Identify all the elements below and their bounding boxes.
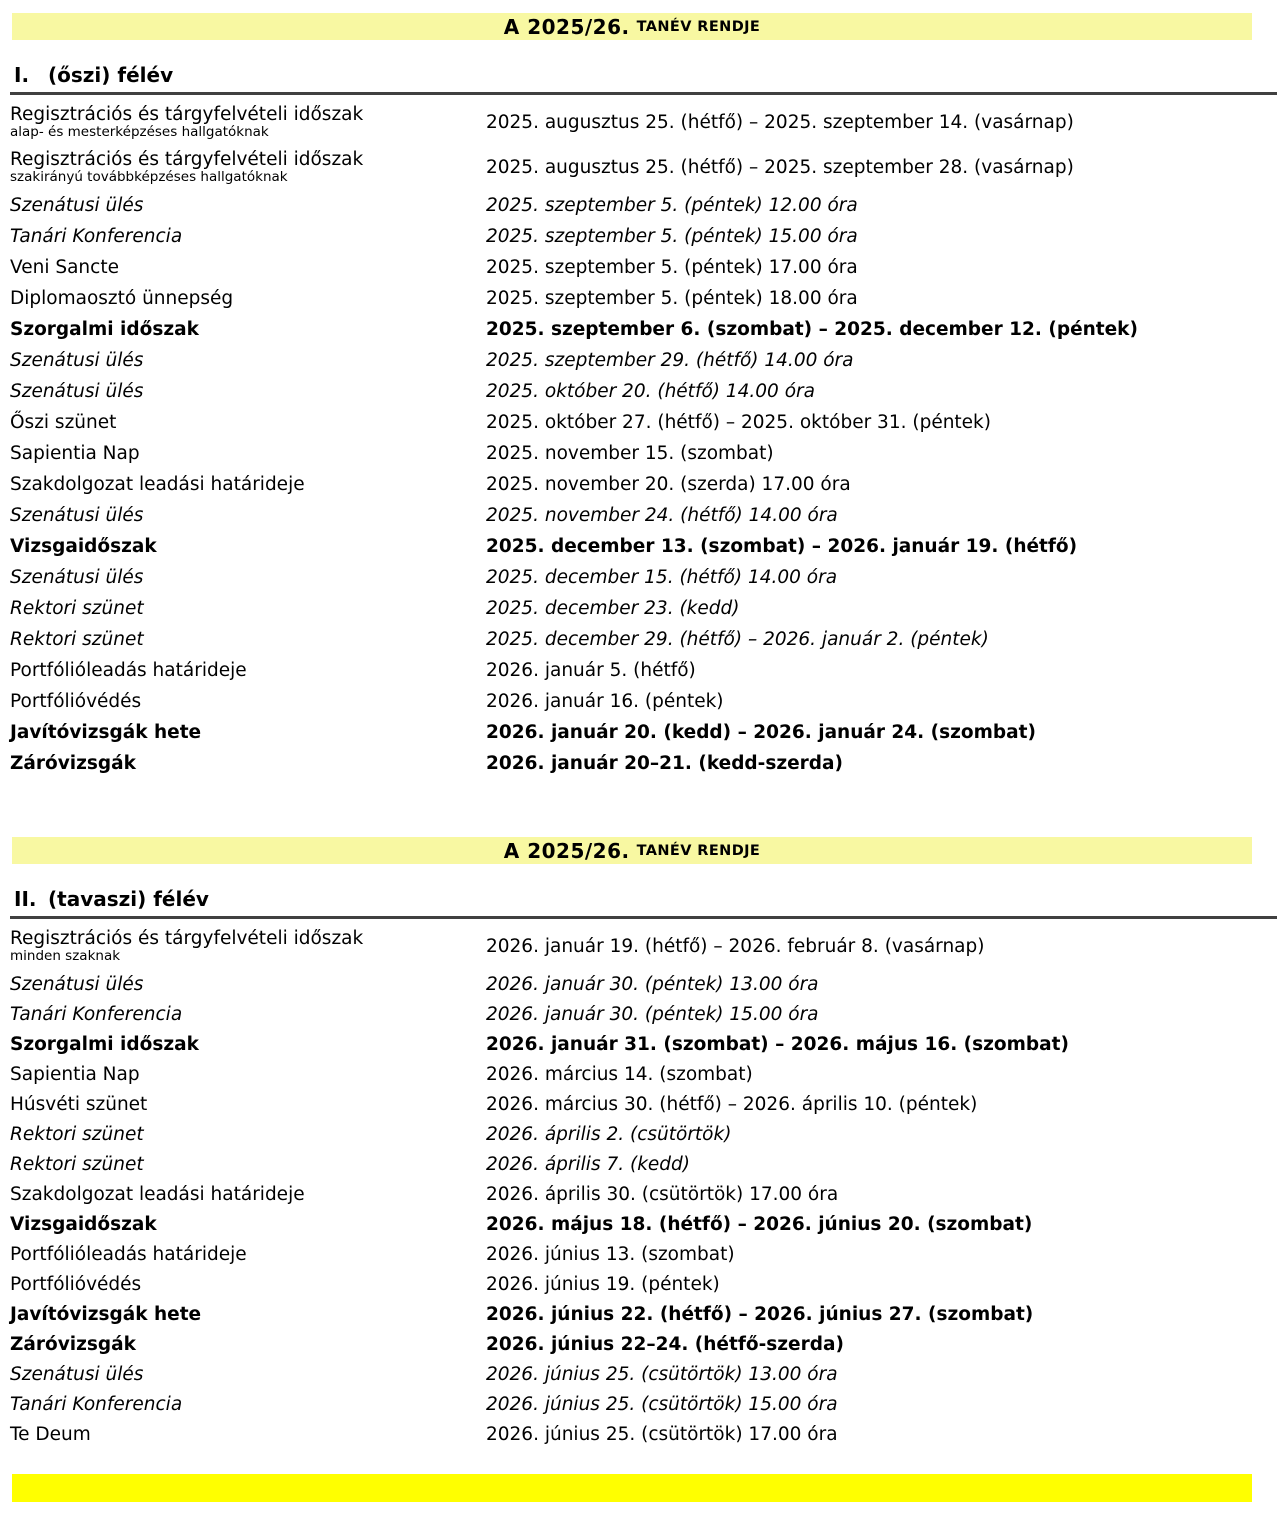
event-label-cell	[10, 691, 486, 712]
event-date: 2025. szeptember 5. (péntek) 17.00 óra	[486, 257, 858, 278]
event-name: Záróvizsgák	[10, 1333, 136, 1355]
event-label-cell	[10, 536, 486, 557]
event-name: Szakdolgozat leadási határideje	[10, 1183, 305, 1205]
schedule-row	[10, 999, 1277, 1029]
event-label-cell	[10, 1154, 486, 1175]
event-label-cell	[10, 974, 486, 995]
schedule-row	[10, 593, 1277, 624]
event-label-cell	[10, 1124, 486, 1145]
event-date: 2026. január 19. (hétfő) – 2026. február 8. (vasárnap)	[486, 936, 985, 957]
event-date: 2025. december 23. (kedd)	[486, 598, 740, 619]
event-label-cell	[10, 1244, 486, 1265]
event-label-cell	[10, 1394, 486, 1415]
event-label-cell	[10, 629, 486, 650]
event-date: 2026. január 5. (hétfő)	[486, 660, 696, 681]
event-label-cell	[10, 1334, 486, 1355]
event-name: Portfólióleadás határideje	[10, 660, 247, 681]
schedule-row	[10, 190, 1277, 221]
event-name: Vizsgaidőszak	[10, 536, 157, 557]
event-label-cell	[10, 474, 486, 495]
event-date: 2025. november 20. (szerda) 17.00 óra	[486, 474, 851, 495]
event-label-cell	[10, 350, 486, 371]
event-label-cell	[10, 505, 486, 526]
event-date: 2026. január 31. (szombat) – 2026. május 16. (szombat)	[486, 1033, 1069, 1055]
schedule-row	[10, 1209, 1277, 1239]
event-name: Portfólióvédés	[10, 1273, 142, 1295]
event-label-cell	[10, 1184, 486, 1205]
event-date: 2026. június 25. (csütörtök) 15.00 óra	[486, 1393, 838, 1415]
event-name: Sapientia Nap	[10, 443, 140, 464]
schedule-row	[10, 1059, 1277, 1089]
event-label-cell	[10, 928, 486, 965]
event-name: Javítóvizsgák hete	[10, 722, 202, 743]
event-label-cell	[10, 443, 486, 464]
schedule-row	[10, 252, 1277, 283]
event-name: Szenátusi ülés	[10, 195, 144, 216]
schedule-row	[10, 1269, 1277, 1299]
spring-schedule-table	[10, 916, 1277, 1449]
event-date: 2026. április 7. (kedd)	[486, 1153, 691, 1175]
schedule-row	[10, 1179, 1277, 1209]
event-date: 2026. június 19. (péntek)	[486, 1273, 720, 1295]
event-name: Diplomaosztó ünnepség	[10, 288, 234, 309]
event-sublabel: szakirányú továbbképzéses hallgatóknak	[10, 169, 288, 185]
event-name: Portfólióvédés	[10, 691, 142, 712]
event-label-cell	[10, 381, 486, 402]
banner-year-text: A 2025/26.	[503, 838, 630, 863]
fall-semester-section	[0, 63, 1277, 779]
event-date: 2026. március 30. (hétfő) – 2026. április 10. (péntek)	[486, 1093, 978, 1115]
fall-semester-heading	[14, 63, 1277, 87]
schedule-row	[10, 1389, 1277, 1419]
event-name: Sapientia Nap	[10, 1063, 140, 1085]
schedule-row	[10, 655, 1277, 686]
event-label-cell	[10, 753, 486, 774]
schedule-row	[10, 1149, 1277, 1179]
schedule-row	[10, 221, 1277, 252]
event-date: 2025. szeptember 5. (péntek) 18.00 óra	[486, 288, 858, 309]
event-label-cell	[10, 319, 486, 340]
event-label-cell	[10, 104, 486, 141]
schedule-row	[10, 624, 1277, 655]
schedule-row	[10, 1299, 1277, 1329]
schedule-row	[10, 531, 1277, 562]
spring-semester-section	[0, 887, 1277, 1449]
event-label-cell	[10, 149, 486, 186]
spring-semester-heading	[14, 887, 1277, 911]
event-date: 2025. augusztus 25. (hétfő) – 2025. szeptember 14. (vasárnap)	[486, 112, 1074, 133]
event-date: 2026. június 25. (csütörtök) 17.00 óra	[486, 1423, 838, 1445]
event-date: 2025. szeptember 5. (péntek) 12.00 óra	[486, 195, 858, 216]
footer-highlight-bar	[12, 1474, 1252, 1502]
event-name: Vizsgaidőszak	[10, 1213, 157, 1235]
event-date: 2025. szeptember 29. (hétfő) 14.00 óra	[486, 350, 854, 371]
event-date: 2026. március 14. (szombat)	[486, 1063, 753, 1085]
event-name: Záróvizsgák	[10, 753, 136, 774]
schedule-row	[10, 969, 1277, 999]
event-label-cell	[10, 1424, 486, 1445]
event-name: Portfólióleadás határideje	[10, 1243, 247, 1265]
event-name: Szenátusi ülés	[10, 350, 144, 371]
event-name: Tanári Konferencia	[10, 1393, 183, 1415]
event-date: 2025. szeptember 5. (péntek) 15.00 óra	[486, 226, 858, 247]
banner-subtitle-text: TANÉV RENDJE	[636, 842, 761, 859]
event-name: Őszi szünet	[10, 412, 117, 433]
schedule-row	[10, 500, 1277, 531]
event-label-cell	[10, 722, 486, 743]
event-name: Regisztrációs és tárgyfelvételi időszak	[10, 149, 364, 170]
banner-year-text: A 2025/26.	[503, 14, 630, 39]
academic-year-banner	[12, 13, 1252, 40]
event-name: Veni Sancte	[10, 257, 119, 278]
event-name: Tanári Konferencia	[10, 1003, 183, 1025]
schedule-row	[10, 562, 1277, 593]
event-date: 2025. szeptember 6. (szombat) – 2025. december 12. (péntek)	[486, 319, 1138, 340]
event-name: Regisztrációs és tárgyfelvételi időszak	[10, 104, 364, 125]
event-date: 2026. április 2. (csütörtök)	[486, 1123, 732, 1145]
event-date: 2026. április 30. (csütörtök) 17.00 óra	[486, 1183, 839, 1205]
schedule-row	[10, 345, 1277, 376]
schedule-row	[10, 686, 1277, 717]
event-date: 2026. január 20. (kedd) – 2026. január 24. (szombat)	[486, 722, 1036, 743]
event-label-cell	[10, 412, 486, 433]
schedule-row	[10, 748, 1277, 779]
event-label-cell	[10, 257, 486, 278]
event-name: Szenátusi ülés	[10, 505, 144, 526]
schedule-row	[10, 376, 1277, 407]
event-name: Szorgalmi időszak	[10, 1033, 199, 1055]
schedule-row	[10, 283, 1277, 314]
banner-subtitle-text: TANÉV RENDJE	[636, 18, 761, 35]
event-date: 2025. december 29. (hétfő) – 2026. január 2. (péntek)	[486, 629, 989, 650]
event-label-cell	[10, 567, 486, 588]
schedule-row	[10, 407, 1277, 438]
event-date: 2026. május 18. (hétfő) – 2026. június 20. (szombat)	[486, 1213, 1033, 1235]
event-name: Javítóvizsgák hete	[10, 1303, 202, 1325]
event-date: 2025. november 15. (szombat)	[486, 443, 774, 464]
event-label-cell	[10, 226, 486, 247]
event-date: 2025. november 24. (hétfő) 14.00 óra	[486, 505, 838, 526]
event-label-cell	[10, 1064, 486, 1085]
schedule-row	[10, 1089, 1277, 1119]
event-name: Szenátusi ülés	[10, 381, 144, 402]
spring-heading-numeral: II.	[14, 887, 37, 911]
spring-heading-label: (tavaszi) félév	[48, 887, 209, 911]
schedule-row	[10, 1419, 1277, 1449]
event-name: Rektori szünet	[10, 1123, 144, 1145]
event-name: Szakdolgozat leadási határideje	[10, 474, 305, 495]
event-date: 2026. június 22–24. (hétfő-szerda)	[486, 1333, 844, 1355]
schedule-row	[10, 438, 1277, 469]
event-name: Rektori szünet	[10, 629, 144, 650]
event-label-cell	[10, 1364, 486, 1385]
event-name: Regisztrációs és tárgyfelvételi időszak	[10, 928, 364, 949]
schedule-row	[10, 717, 1277, 748]
event-date: 2026. január 16. (péntek)	[486, 691, 724, 712]
event-name: Húsvéti szünet	[10, 1093, 148, 1115]
fall-schedule-table	[10, 92, 1277, 779]
event-label-cell	[10, 195, 486, 216]
event-name: Szenátusi ülés	[10, 973, 144, 995]
event-label-cell	[10, 1094, 486, 1115]
event-name: Szenátusi ülés	[10, 1363, 144, 1385]
document-page	[0, 13, 1277, 1502]
schedule-row	[10, 1329, 1277, 1359]
event-sublabel: alap- és mesterképzéses hallgatóknak	[10, 124, 269, 140]
event-date: 2026. január 30. (péntek) 15.00 óra	[486, 1003, 819, 1025]
schedule-row	[10, 924, 1277, 969]
event-label-cell	[10, 288, 486, 309]
fall-heading-numeral: I.	[14, 63, 30, 87]
event-date: 2025. augusztus 25. (hétfő) – 2025. szeptember 28. (vasárnap)	[486, 157, 1074, 178]
event-date: 2025. december 13. (szombat) – 2026. január 19. (hétfő)	[486, 536, 1078, 557]
event-date: 2026. június 22. (hétfő) – 2026. június 27. (szombat)	[486, 1303, 1034, 1325]
schedule-row	[10, 1119, 1277, 1149]
event-date: 2026. január 20–21. (kedd-szerda)	[486, 753, 843, 774]
schedule-row	[10, 1239, 1277, 1269]
event-name: Szorgalmi időszak	[10, 319, 199, 340]
event-name: Rektori szünet	[10, 598, 144, 619]
event-name: Tanári Konferencia	[10, 226, 183, 247]
schedule-row	[10, 1029, 1277, 1059]
event-date: 2025. október 20. (hétfő) 14.00 óra	[486, 381, 815, 402]
event-date: 2025. október 27. (hétfő) – 2025. október 31. (péntek)	[486, 412, 991, 433]
event-label-cell	[10, 1214, 486, 1235]
event-label-cell	[10, 1274, 486, 1295]
event-sublabel: minden szaknak	[10, 948, 121, 964]
event-label-cell	[10, 660, 486, 681]
schedule-row	[10, 145, 1277, 190]
schedule-row	[10, 100, 1277, 145]
event-date: 2026. június 25. (csütörtök) 13.00 óra	[486, 1363, 838, 1385]
event-date: 2026. június 13. (szombat)	[486, 1243, 735, 1265]
event-name: Rektori szünet	[10, 1153, 144, 1175]
event-name: Te Deum	[10, 1423, 91, 1445]
academic-year-banner-repeat	[12, 837, 1252, 864]
schedule-row	[10, 1359, 1277, 1389]
event-date: 2025. december 15. (hétfő) 14.00 óra	[486, 567, 838, 588]
schedule-row	[10, 469, 1277, 500]
schedule-row	[10, 314, 1277, 345]
event-label-cell	[10, 1034, 486, 1055]
event-label-cell	[10, 598, 486, 619]
event-label-cell	[10, 1304, 486, 1325]
event-label-cell	[10, 1004, 486, 1025]
fall-heading-label: (őszi) félév	[48, 63, 174, 87]
event-date: 2026. január 30. (péntek) 13.00 óra	[486, 973, 819, 995]
event-name: Szenátusi ülés	[10, 567, 144, 588]
